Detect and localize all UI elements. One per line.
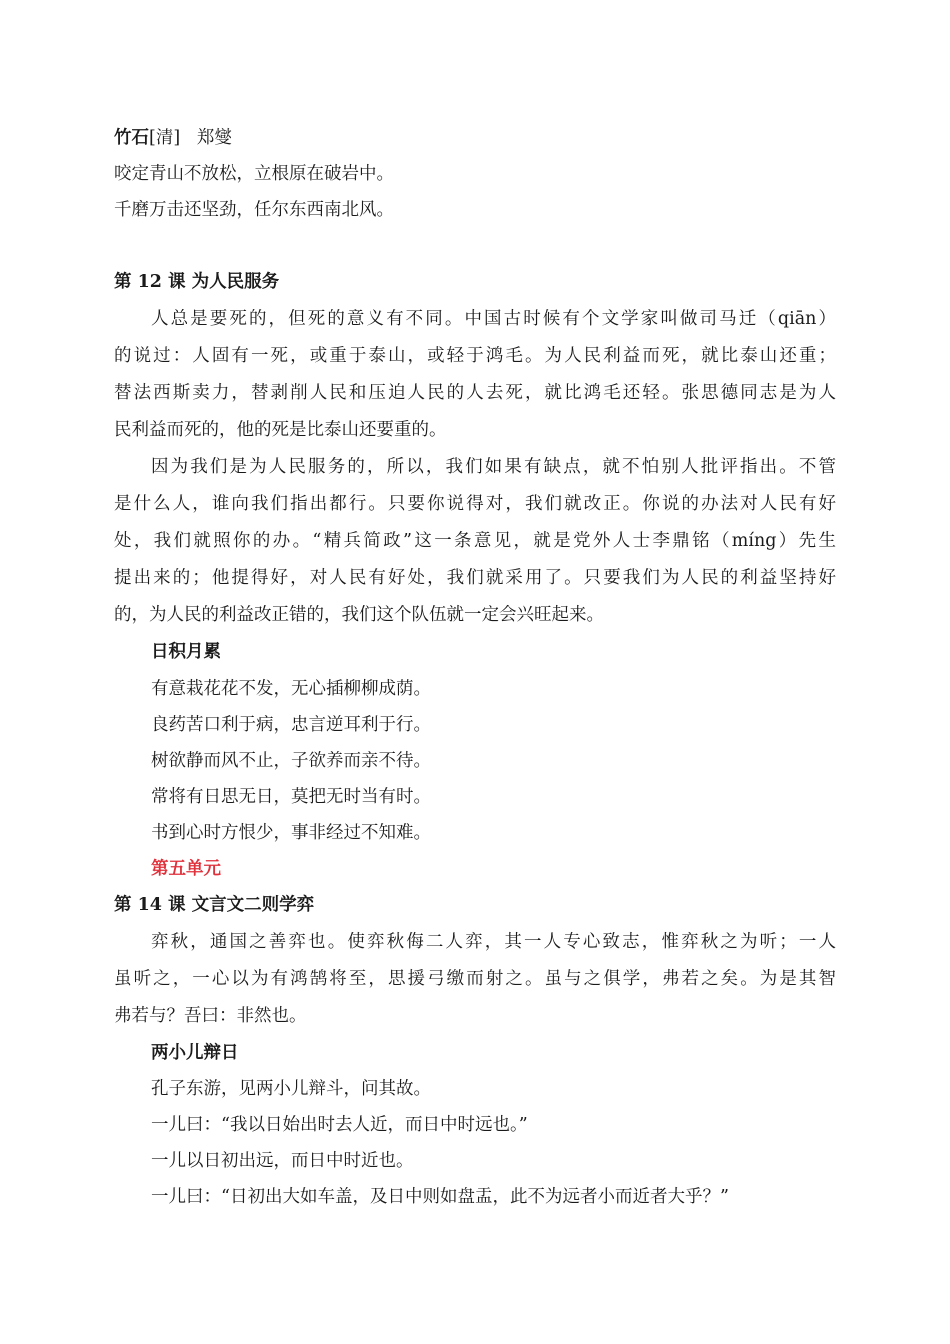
proverb-line: 书到心时方恨少，事非经过不知难。 — [151, 823, 431, 843]
paragraph-line: 替法西斯卖力，替剥削人民和压迫人民的人去死，就比鸿毛还轻。张思德同志是为人 — [114, 383, 836, 403]
story-line: 一儿曰：“日初出大如车盖，及日中则如盘盂，此不为远者小而近者大乎？” — [151, 1187, 729, 1207]
poem-title: 竹石 — [114, 128, 149, 148]
story-title: 两小儿辩日 — [151, 1043, 239, 1063]
story-line: 一儿曰：“我以日始出时去人近，而日中时远也。” — [151, 1115, 528, 1135]
poem-header — [114, 126, 232, 150]
proverb-line: 树欲静而风不止，子欲养而亲不待。 — [151, 751, 431, 771]
paragraph-line: 是什么人，谁向我们指出都行。只要你说得对，我们就改正。你说的办法对人民有好 — [114, 494, 836, 514]
paragraph-line: 的，为人民的利益改正错的，我们这个队伍就一定会兴旺起来。 — [114, 605, 604, 625]
accumulation-heading: 日积月累 — [151, 642, 221, 662]
lesson-14-heading: 第 14 课 文言文二则学弈 — [114, 895, 315, 915]
story-line: 一儿以日初出远，而日中时近也。 — [151, 1151, 414, 1171]
proverb-line: 常将有日思无日，莫把无时当有时。 — [151, 787, 431, 807]
poem-line: 千磨万击还坚劲，任尔东西南北风。 — [114, 200, 394, 220]
paragraph-line: 弗若与？吾曰：非然也。 — [114, 1006, 307, 1026]
paragraph-line: 民利益而死的，他的死是比泰山还要重的。 — [114, 420, 447, 440]
poem-author: 郑燮 — [196, 128, 232, 148]
paragraph-line: 弈秋，通国之善弈也。使弈秋侮二人弈，其一人专心致志，惟弈秋之为听；一人 — [151, 932, 836, 952]
proverb-line: 良药苦口利于病，忠言逆耳利于行。 — [151, 715, 431, 735]
story-line: 孔子东游，见两小儿辩斗，问其故。 — [151, 1079, 431, 1099]
proverb-line: 有意栽花花不发，无心插柳柳成荫。 — [151, 679, 431, 699]
poem-line: 咬定青山不放松，立根原在破岩中。 — [114, 164, 394, 184]
lesson-12-heading: 第 12 课 为人民服务 — [114, 272, 280, 292]
paragraph-line: 处，我们就照你的办。“精兵简政”这一条意见，就是党外人士李鼎铭（míng）先生 — [114, 531, 836, 551]
unit-heading: 第五单元 — [151, 859, 221, 879]
paragraph-line: 虽听之，一心以为有鸿鹄将至，思援弓缴而射之。虽与之俱学，弗若之矣。为是其智 — [114, 969, 836, 989]
paragraph-line: 提出来的；他提得好，对人民有好处，我们就采用了。只要我们为人民的利益坚持好 — [114, 568, 836, 588]
paragraph-line: 人总是要死的，但死的意义有不同。中国古时候有个文学家叫做司马迁（qiān） — [151, 309, 836, 329]
poem-dynasty: [清] — [149, 128, 181, 148]
paragraph-line: 的说过：人固有一死，或重于泰山，或轻于鸿毛。为人民利益而死，就比泰山还重； — [114, 346, 836, 366]
paragraph-line: 因为我们是为人民服务的，所以，我们如果有缺点，就不怕别人批评指出。不管 — [151, 457, 836, 477]
